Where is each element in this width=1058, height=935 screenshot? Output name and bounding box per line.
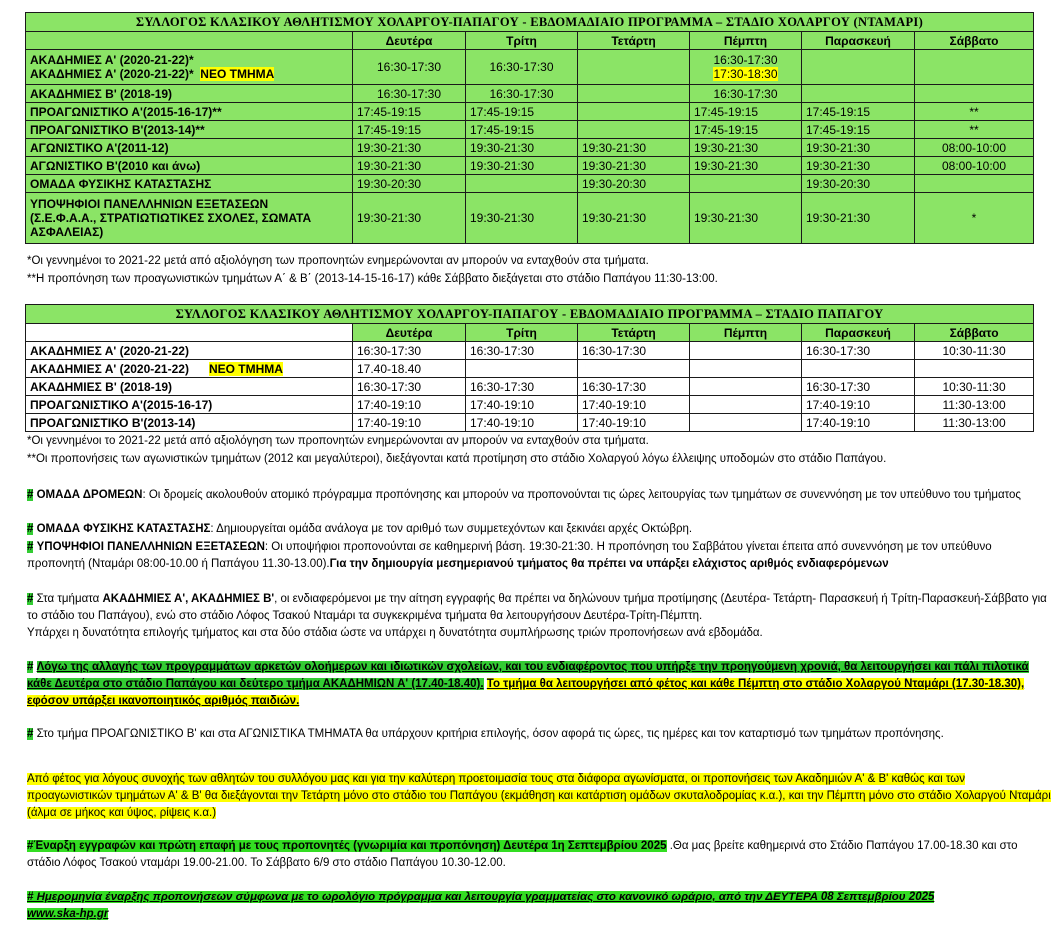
- info-fitness: # ΟΜΑΔΑ ΦΥΣΙΚΗΣ ΚΑΤΑΣΤΑΣΗΣ: Δημιουργείται ομάδα ανάλογα με τον αριθμό των συμμετεχόντων και ξεκινάει αρχές Οκτώβρη.: [27, 523, 693, 535]
- time-cell: 19:30-21:30: [353, 157, 466, 175]
- time-cell: [915, 50, 1034, 85]
- time-cell: [578, 50, 690, 85]
- time-cell: 16:30-17:30: [466, 50, 578, 85]
- row-name: ΑΚΑΔΗΜΙΕΣ Α' (2020-21-22): [26, 342, 353, 360]
- info-selection-criteria: # Στο τμήμα ΠΡΟΑΓΩΝΙΣΤΙΚΟ Β' και στα ΑΓΩΝΙΣΤΙΚΑ ΤΜΗΜΑΤΑ θα υπάρχουν κριτήρια επιλογής, όσον αφορά τις ώρες, τις ημέρες και τον καταρτισμό των τμημάτων προπόνησης.: [27, 728, 944, 740]
- time-cell: [802, 85, 915, 103]
- time-cell: [690, 360, 802, 378]
- time-cell: 08:00-10:00: [915, 157, 1034, 175]
- row-name: ΑΓΩΝΙΣΤΙΚΟ Α'(2011-12): [26, 139, 353, 157]
- time-cell: [690, 175, 802, 193]
- footnote: **Η προπόνηση των προαγωνιστικών τμημάτων Α΄ & Β΄ (2013-14-15-16-17) κάθε Σάββατο διεξάγεται στο στάδιο Παπάγου 11:30-13:00.: [27, 273, 718, 285]
- row-name: ΑΚΑΔΗΜΙΕΣ Β' (2018-19): [26, 85, 353, 103]
- hash-mark: #: [27, 489, 34, 501]
- website-link[interactable]: www.ska-hp.gr: [27, 908, 109, 920]
- time-cell: 10:30-11:30: [915, 378, 1034, 396]
- hash-mark: #: [27, 661, 34, 673]
- time-cell: 17:45-19:15: [802, 121, 915, 139]
- time-cell: 19:30-21:30: [690, 139, 802, 157]
- time-cell: [578, 103, 690, 121]
- time-cell: 16:30-17:30: [353, 50, 466, 85]
- row-name: ΑΚΑΔΗΜΙΕΣ Β' (2018-19): [26, 378, 353, 396]
- row-name: ΟΜΑΔΑ ΦΥΣΙΚΗΣ ΚΑΤΑΣΤΑΣΗΣ: [26, 175, 353, 193]
- time-cell: 19:30-21:30: [802, 193, 915, 244]
- time-cell: 19:30-21:30: [802, 139, 915, 157]
- table-row: [26, 139, 1034, 157]
- time-cell: [690, 342, 802, 360]
- time-cell: 17:40-19:10: [578, 414, 690, 432]
- table-title: ΣΥΛΛΟΓΟΣ ΚΛΑΣΙΚΟΥ ΑΘΛΗΤΙΣΜΟΥ ΧΟΛΑΡΓΟΥ-ΠΑΠΑΓΟΥ - ΕΒΔΟΜΑΔΙΑΙΟ ΠΡΟΓΡΑΜΜΑ – ΣΤΑΔΙΟ ΧΟΛΑΡΓΟΥ (ΝΤΑΜΑΡΙ): [26, 13, 1034, 32]
- time-cell: 16:30-17:30: [802, 342, 915, 360]
- time-cell: [802, 50, 915, 85]
- time-cell: 17:45-19:15: [690, 103, 802, 121]
- day-header: Σάββατο: [915, 32, 1034, 50]
- time-cell: 19:30-21:30: [802, 157, 915, 175]
- day-header: Τρίτη: [466, 32, 578, 50]
- time-cell: 19:30-21:30: [353, 139, 466, 157]
- footnote: *Οι γεννημένοι το 2021-22 μετά από αξιολόγηση των προπονητών ενημερώνονται αν μπορούν να ενταχθούν στα τμήματα.: [27, 435, 649, 447]
- time-cell: 16:30-17:30: [353, 85, 466, 103]
- table-row: [26, 121, 1034, 139]
- time-cell: *: [915, 193, 1034, 244]
- row-name: ΑΚΑΔΗΜΙΕΣ Α' (2020-21-22)* ΑΚΑΔΗΜΙΕΣ Α' (2020-21-22)* ΝΕΟ ΤΜΗΜΑ: [26, 50, 353, 85]
- time-cell: 16:30-17:30: [690, 85, 802, 103]
- schedule-table-papagou: [25, 304, 1034, 432]
- info-start-date: # Ημερομηνία έναρξης προπονήσεων σύμφωνα με το ωρολόγιο πρόγραμμα και λειτουργία γραμματείας στο κανονικό ωράριο, από την ΔΕΥΤΕΡΑ 08 Σεπτεμβρίου 2025 www.ska-hp.gr: [27, 891, 935, 920]
- time-cell: 19:30-20:30: [802, 175, 915, 193]
- time-cell: 16:30-17:30 17:30-18:30: [690, 50, 802, 85]
- time-cell: 11:30-13:00: [915, 414, 1034, 432]
- row-name: ΑΓΩΝΙΣΤΙΚΟ Β'(2010 και άνω): [26, 157, 353, 175]
- table-row: [26, 396, 1034, 414]
- hash-mark: #: [27, 523, 34, 535]
- time-cell: **: [915, 121, 1034, 139]
- day-header: Πέμπτη: [690, 324, 802, 342]
- row-name: ΠΡΟΑΓΩΝΙΣΤΙΚΟ Α'(2015-16-17): [26, 396, 353, 414]
- time-cell: 17:40-19:10: [466, 396, 578, 414]
- time-cell: **: [915, 103, 1034, 121]
- time-cell: [578, 85, 690, 103]
- new-group-badge: ΝΕΟ ΤΜΗΜΑ: [200, 67, 275, 81]
- time-cell: 19:30-21:30: [690, 193, 802, 244]
- row-name: ΠΡΟΑΓΩΝΙΣΤΙΚΟ Β'(2013-14)**: [26, 121, 353, 139]
- new-time-highlight: 17:30-18:30: [713, 67, 778, 81]
- time-cell: 19:30-21:30: [466, 193, 578, 244]
- time-cell: 17:45-19:15: [466, 121, 578, 139]
- row-name: ΠΡΟΑΓΩΝΙΣΤΙΚΟ Α'(2015-16-17)**: [26, 103, 353, 121]
- time-cell: 17:40-19:10: [802, 414, 915, 432]
- info-cohesion: Από φέτος για λόγους συνοχής των αθλητών του συλλόγου μας και για την καλύτερη προετοιμασία τους στα διάφορα αγωνίσματα, οι προπονήσεις των Ακαδημιών Α' & Β' καθώς και των προαγωνιστικών τμημάτων Α' & Β' θα διεξάγονται την Τετάρτη μόνο στο στάδιο του Παπάγου (εκμάθηση και κατάρτιση ομάδων σκυταλοδρομίας κ.α.), και την Πέμπτη μόνο στο στάδιο Χολαργού Νταμάρι (άλμα σε μήκος και ύψος, ρίψεις κ.α.): [27, 773, 1051, 819]
- row-name: ΑΚΑΔΗΜΙΕΣ Α' (2020-21-22) ΝΕΟ ΤΜΗΜΑ: [26, 360, 353, 378]
- time-cell: 19:30-21:30: [578, 139, 690, 157]
- time-cell: [466, 175, 578, 193]
- day-header: Παρασκευή: [802, 324, 915, 342]
- time-cell: [578, 360, 690, 378]
- time-cell: 16:30-17:30: [578, 378, 690, 396]
- row-name: ΥΠΟΨΗΦΙΟΙ ΠΑΝΕΛΛΗΝΙΩΝ ΕΞΕΤΑΣΕΩΝ (Σ.Ε.Φ.Α.Α., ΣΤΡΑΤΙΩΤΙΩΤΙΚΕΣ ΣΧΟΛΕΣ, ΣΩΜΑΤΑ ΑΣΦΑΛΕΙΑΣ): [26, 193, 353, 244]
- time-cell: 17:45-19:15: [690, 121, 802, 139]
- info-exam-candidates: # ΥΠΟΨΗΦΙΟΙ ΠΑΝΕΛΛΗΝΙΩΝ ΕΞΕΤΑΣΕΩΝ: Οι υποψήφιοι προπονούνται σε καθημερινή βάση. 19:30-21:30. Η προπόνηση του Σαββάτου γίνεται έπειτα από συνεννόηση με τον υπεύθυνο προπονητή (Νταμάρι 08:00-10.00 ή Παπάγου 11.30-13.00).Για την δημιουργία μεσημεριανού τμήματος θα πρέπει να υπάρξει ελάχιστος αριθμός ενδιαφερόμενων: [27, 541, 992, 570]
- time-cell: [915, 85, 1034, 103]
- time-cell: 17.40-18.40: [353, 360, 466, 378]
- time-cell: 19:30-20:30: [578, 175, 690, 193]
- time-cell: 17:40-19:10: [353, 414, 466, 432]
- time-cell: 16:30-17:30: [466, 85, 578, 103]
- time-cell: 17:45-19:15: [353, 121, 466, 139]
- table-row: [26, 175, 1034, 193]
- time-cell: 19:30-21:30: [690, 157, 802, 175]
- table-row: [26, 157, 1034, 175]
- time-cell: 16:30-17:30: [802, 378, 915, 396]
- table-row: [26, 85, 1034, 103]
- time-cell: 16:30-17:30: [353, 342, 466, 360]
- table-row: [26, 414, 1034, 432]
- time-cell: 19:30-20:30: [353, 175, 466, 193]
- header-row: [26, 324, 1034, 342]
- table-title: ΣΥΛΛΟΓΟΣ ΚΛΑΣΙΚΟΥ ΑΘΛΗΤΙΣΜΟΥ ΧΟΛΑΡΓΟΥ-ΠΑΠΑΓΟΥ - ΕΒΔΟΜΑΔΙΑΙΟ ΠΡΟΓΡΑΜΜΑ – ΣΤΑΔΙΟ ΠΑΠΑΓΟΥ: [26, 305, 1034, 324]
- row-name: ΠΡΟΑΓΩΝΙΣΤΙΚΟ Β'(2013-14): [26, 414, 353, 432]
- time-cell: [578, 121, 690, 139]
- info-runners: # ΟΜΑΔΑ ΔΡΟΜΕΩΝ: Οι δρομείς ακολουθούν ατομικό πρόγραμμα προπόνησης και μπορούν να προπονούνται τις ώρες λειτουργίας των τμημάτων σε συνεννόηση με τον υπεύθυνο του τμήματος: [27, 489, 1021, 501]
- info-registration: #Έναρξη εγγραφών και πρώτη επαφή με τους προπονητές (γνωριμία και προπόνηση) Δευτέρα 1η Σεπτεμβρίου 2025 .Θα μας βρείτε καθημερινά στο Στάδιο Παπάγου 17.00-18.30 και στο στάδιο Λόφος Τσακού νταμάρι 19.00-21.00. Το Σάββατο 6/9 στο στάδιο Παπάγου 10.30-12.00.: [27, 840, 1018, 869]
- time-cell: 19:30-21:30: [466, 139, 578, 157]
- hash-mark: #: [27, 593, 34, 605]
- time-cell: [915, 360, 1034, 378]
- time-cell: 08:00-10:00: [915, 139, 1034, 157]
- hash-mark: #: [27, 728, 34, 740]
- day-header: Τρίτη: [466, 324, 578, 342]
- header-row: [26, 32, 1034, 50]
- time-cell: 11:30-13:00: [915, 396, 1034, 414]
- table-row: [26, 103, 1034, 121]
- time-cell: 16:30-17:30: [353, 378, 466, 396]
- table-row: [26, 378, 1034, 396]
- time-cell: 10:30-11:30: [915, 342, 1034, 360]
- time-cell: 17:40-19:10: [802, 396, 915, 414]
- footnote: *Οι γεννημένοι το 2021-22 μετά από αξιολόγηση των προπονητών ενημερώνονται αν μπορούν να ενταχθούν στα τμήματα.: [27, 255, 649, 267]
- time-cell: 16:30-17:30: [578, 342, 690, 360]
- time-cell: 17:40-19:10: [466, 414, 578, 432]
- day-header: Δευτέρα: [353, 324, 466, 342]
- new-group-badge: ΝΕΟ ΤΜΗΜΑ: [208, 361, 283, 376]
- info-academies: # Στα τμήματα ΑΚΑΔΗΜΙΕΣ Α', ΑΚΑΔΗΜΙΕΣ Β', οι ενδιαφερόμενοι με την αίτηση εγγραφής θα πρέπει να δηλώνουν τμήμα προτίμησης (Δευτέρα- Τετάρτη- Παρασκευή ή Τρίτη-Παρασκευή-Σάββατο για το στάδιο του Παπάγου), ενώ στο στάδιο Λόφος Τσακού Νταμάρι τα συγκεκριμένα τμήματα θα λειτουργήσουν Δευτέρα-Τρίτη-Πέμπτη. Υπάρχει η δυνατότητα επιλογής τμήματος και στα δύο στάδια ώστε να υπάρχει η δυνατότητα συμπλήρωσης τριών προπονήσεων ανά εβδομάδα.: [27, 593, 1047, 639]
- time-cell: 17:40-19:10: [353, 396, 466, 414]
- time-cell: 19:30-21:30: [578, 157, 690, 175]
- time-cell: 19:30-21:30: [353, 193, 466, 244]
- table-row: [26, 360, 1034, 378]
- time-cell: [802, 360, 915, 378]
- time-cell: 17:45-19:15: [802, 103, 915, 121]
- time-cell: 16:30-17:30: [466, 342, 578, 360]
- day-header: Σάββατο: [915, 324, 1034, 342]
- time-cell: 17:45-19:15: [466, 103, 578, 121]
- schedule-table-cholargos: [25, 12, 1034, 244]
- time-cell: 17:45-19:15: [353, 103, 466, 121]
- time-cell: 17:40-19:10: [578, 396, 690, 414]
- time-cell: [690, 396, 802, 414]
- table-row: [26, 342, 1034, 360]
- footnote: **Οι προπονήσεις των αγωνιστικών τμημάτων (2012 και μεγαλύτεροι), διεξάγονται κατά προτίμηση στο στάδιο Χολαργού λόγω έλλειψης υποδομών στο στάδιο Παπάγου.: [27, 453, 887, 465]
- time-cell: 16:30-17:30: [466, 378, 578, 396]
- table-row: [26, 193, 1034, 244]
- day-header: Δευτέρα: [353, 32, 466, 50]
- time-cell: 19:30-21:30: [466, 157, 578, 175]
- day-header: Τετάρτη: [578, 32, 690, 50]
- hash-mark: #: [27, 541, 34, 553]
- time-cell: [690, 378, 802, 396]
- time-cell: [690, 414, 802, 432]
- day-header: Παρασκευή: [802, 32, 915, 50]
- time-cell: [915, 175, 1034, 193]
- time-cell: [466, 360, 578, 378]
- time-cell: 19:30-21:30: [578, 193, 690, 244]
- day-header: Πέμπτη: [690, 32, 802, 50]
- day-header: Τετάρτη: [578, 324, 690, 342]
- table-row: [26, 50, 1034, 85]
- info-pilot-group: # Λόγω της αλλαγής των προγραμμάτων αρκετών ολοήμερων και ιδιωτικών σχολείων, και του ενδιαφέροντος που υπήρξε την προηγούμενη χρονιά, θα λειτουργήσει και πάλι πιλοτικά κάθε Δευτέρα στο στάδιο Παπάγου και δεύτερο τμήμα ΑΚΑΔΗΜΙΩΝ Α' (17.40-18.40). Το τμήμα θα λειτουργήσει από φέτος και κάθε Πέμπτη στο στάδιο Χολαργού Νταμάρι (17.30-18.30), εφόσον υπάρξει ικανοποιητικός αριθμός παιδιών.: [27, 661, 1029, 707]
